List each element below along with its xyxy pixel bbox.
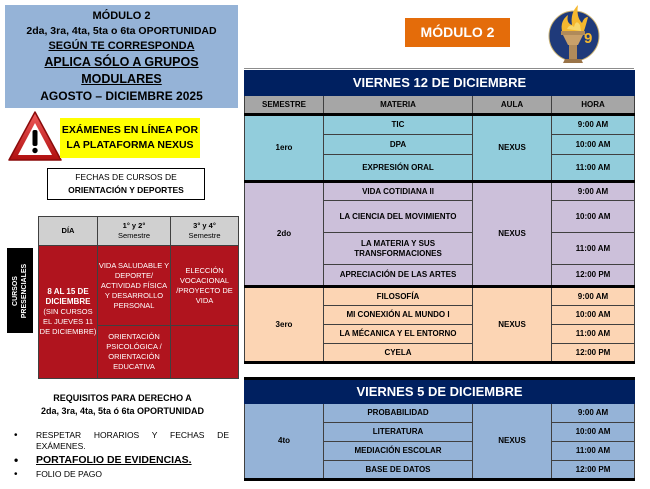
course-vocational: ELECCIÓN VOCACIONAL /PROYECTO DE VIDA: [171, 246, 239, 326]
subject-cell: EXPRESIÓN ORAL: [324, 155, 473, 182]
cursos-label-line-1: CURSOS: [12, 275, 19, 306]
header-sem-3-4-line-2: Semestre: [188, 231, 221, 240]
subject-cell: MI CONEXIÓN AL MUNDO I: [324, 306, 473, 325]
school-logo-icon: [548, 3, 600, 65]
subject-cell: BASE DE DATOS: [324, 461, 473, 480]
subject-cell: LA CIENCIA DEL MOVIMIENTO: [324, 201, 473, 233]
time-cell: 12:00 PM: [552, 461, 635, 480]
semester-cell: 2do: [245, 182, 324, 287]
course-dates-line-2: ORIENTACIÓN Y DEPORTES: [68, 185, 184, 195]
time-cell: 12:00 PM: [552, 344, 635, 363]
period-text: AGOSTO – DICIEMBRE 2025: [40, 89, 203, 103]
header-sem-1-2-line-2: Semestre: [117, 231, 151, 240]
schedule-title-row: [245, 379, 635, 404]
header-sem-3-4-line-1: 3° y 4°: [193, 221, 216, 230]
col-hora: HORA: [552, 96, 635, 115]
time-cell: 11:00 AM: [552, 325, 635, 344]
time-cell: 12:00 PM: [552, 265, 635, 287]
semester-cell: 4to: [245, 404, 324, 480]
schedule-table-dec-12: [244, 70, 635, 364]
room-cell: NEXUS: [473, 287, 552, 363]
course-orientation: ORIENTACIÓN PSICOLÓGICA / ORIENTACIÓN EDUCATIVA: [98, 326, 171, 379]
semester-cell: 1ero: [245, 115, 324, 182]
requirement-item: • PORTAFOLIO DE EVIDENCIAS.: [14, 454, 229, 467]
applies-text: APLICA SÓLO A GRUPOS: [44, 55, 199, 69]
notice-line-1: EXÁMENES EN LÍNEA POR: [61, 124, 199, 136]
time-cell: 11:00 AM: [552, 442, 635, 461]
course-dates-note: (SIN CURSOS EL JUEVES 11 DE DICIEMBRE): [39, 307, 97, 336]
time-cell: 10:00 AM: [552, 135, 635, 155]
time-cell: 9:00 AM: [552, 115, 635, 135]
header-sem-3-4: [171, 217, 239, 246]
module-title: MÓDULO 2: [92, 10, 151, 22]
requirements-title-line-1: REQUISITOS PARA DERECHO A: [53, 393, 192, 403]
subject-cell: PROBABILIDAD: [324, 404, 473, 423]
header-sem-1-2: [98, 217, 171, 246]
col-semestre: SEMESTRE: [245, 96, 324, 115]
schedule-title-row: [245, 71, 635, 96]
logo-number: 9: [584, 30, 593, 47]
course-dates-cell: [39, 246, 98, 379]
schedule-header-row: [245, 96, 635, 115]
time-cell: 10:00 AM: [552, 306, 635, 325]
notice-line-2: LA PLATAFORMA NEXUS: [66, 139, 194, 151]
according-text: SEGÚN TE CORRESPONDA: [48, 40, 195, 52]
room-cell: NEXUS: [473, 115, 552, 182]
subject-cell: MEDIACIÓN ESCOLAR: [324, 442, 473, 461]
time-cell: 9:00 AM: [552, 182, 635, 201]
requirement-item: • RESPETAR HORARIOS Y FECHAS DE EXÁMENES.: [14, 430, 229, 452]
time-cell: 9:00 AM: [552, 404, 635, 423]
subject-cell: TIC: [324, 115, 473, 135]
subject-cell: FILOSOFÍA: [324, 287, 473, 306]
table-row: [245, 404, 635, 423]
time-cell: 9:00 AM: [552, 287, 635, 306]
divider: [244, 68, 634, 69]
room-cell: NEXUS: [473, 182, 552, 287]
time-cell: 10:00 AM: [552, 423, 635, 442]
subject-cell: DPA: [324, 135, 473, 155]
opportunity-text: 2da, 3ra, 4ta, 5ta o 6ta OPORTUNIDAD: [26, 25, 217, 37]
requirements-title-line-2: 2da, 3ra, 4ta, 5ta ó 6ta OPORTUNIDAD: [40, 406, 205, 416]
col-materia: MATERIA: [324, 96, 473, 115]
time-cell: 11:00 AM: [552, 233, 635, 265]
requirements-list: [14, 430, 229, 482]
warning-triangle-icon: [7, 110, 63, 164]
semester-cell: 3ero: [245, 287, 324, 363]
requirements-title: [10, 392, 235, 418]
subject-cell: LITERATURA: [324, 423, 473, 442]
schedule-day-title: VIERNES 5 DE DICIEMBRE: [245, 379, 635, 404]
subject-cell: CYELA: [324, 344, 473, 363]
table-row: [245, 115, 635, 135]
in-person-courses-label: [7, 248, 33, 333]
empty-cell: [171, 326, 239, 379]
schedule-day-title: VIERNES 12 DE DICIEMBRE: [245, 71, 635, 96]
course-dates-main: 8 AL 15 DE DICIEMBRE: [45, 287, 91, 306]
course-dates-line-1: FECHAS DE CURSOS DE: [75, 172, 177, 182]
modular-text: MODULARES: [81, 72, 162, 86]
cursos-label-line-2: PRESENCIALES: [21, 263, 28, 318]
subject-cell: APRECIACIÓN DE LAS ARTES: [324, 265, 473, 287]
header-sem-1-2-line-1: 1° y 2°: [122, 221, 146, 230]
courses-row: [39, 246, 239, 326]
subject-cell: LA MATERIA Y SUS TRANSFORMACIONES: [324, 233, 473, 265]
table-row: [245, 182, 635, 201]
requirement-item: • FOLIO DE PAGO: [14, 469, 229, 480]
subject-cell: VIDA COTIDIANA II: [324, 182, 473, 201]
time-cell: 10:00 AM: [552, 201, 635, 233]
time-cell: 11:00 AM: [552, 155, 635, 182]
courses-table: [38, 216, 239, 379]
room-cell: NEXUS: [473, 404, 552, 480]
schedule-table-dec-5: [244, 377, 635, 481]
col-aula: AULA: [473, 96, 552, 115]
courses-table-header: [39, 217, 239, 246]
module-badge: MÓDULO 2: [405, 18, 510, 47]
module-info-box: [5, 5, 238, 108]
table-row: [245, 287, 635, 306]
course-healthy-life: VIDA SALUDABLE Y DEPORTE/ ACTIVIDAD FÍSICA Y DESARROLLO PERSONAL: [98, 246, 171, 326]
subject-cell: LA MÉCANICA Y EL ENTORNO: [324, 325, 473, 344]
header-dia: DÍA: [39, 217, 98, 246]
online-exams-notice: [60, 118, 200, 158]
course-dates-label: [47, 168, 205, 200]
